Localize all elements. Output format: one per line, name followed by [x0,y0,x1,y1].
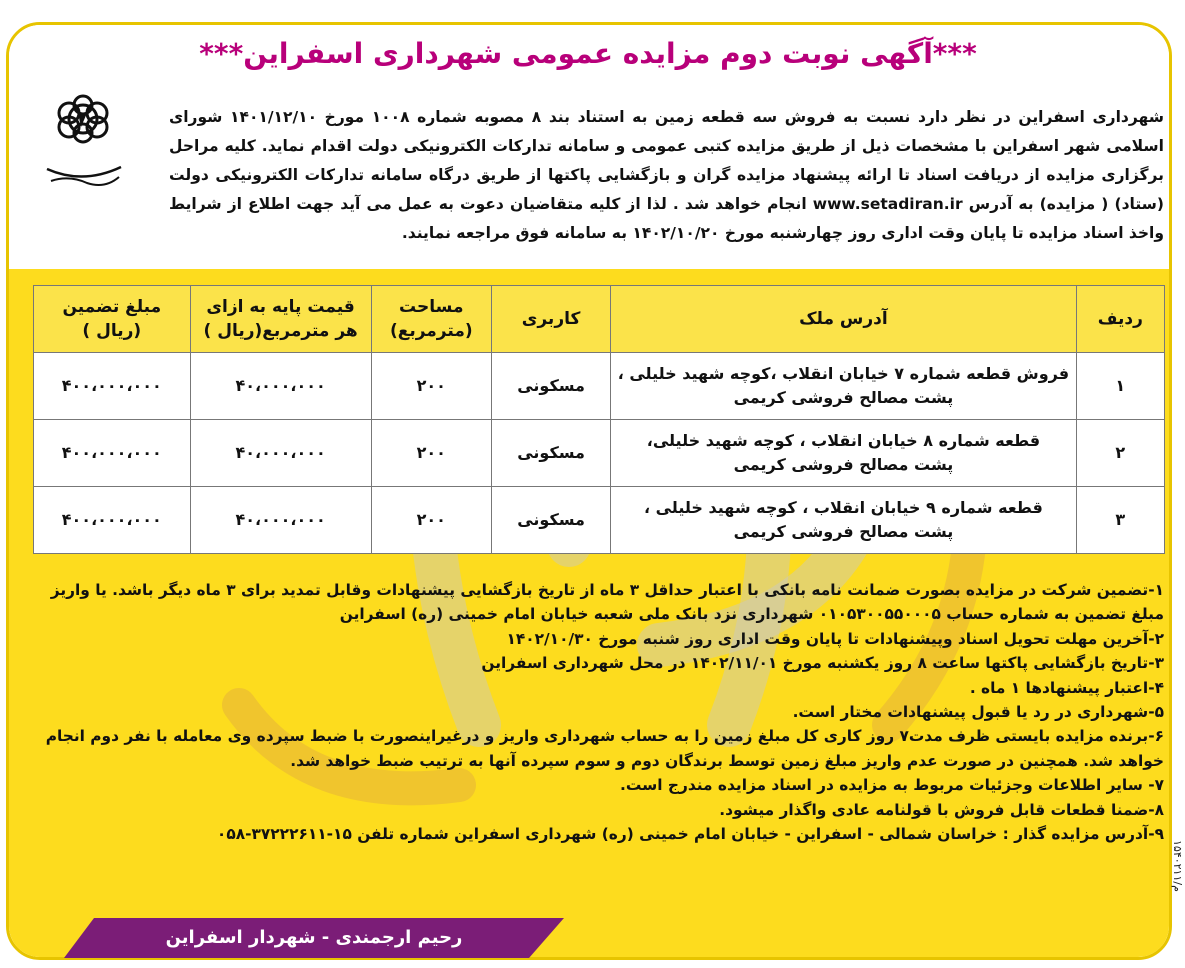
cell-address [611,420,1076,487]
term-item: ۷- سایر اطلاعات وجزئیات مربوط به مزایده در اسناد مزایده مندرج است. [620,776,1164,795]
term-item: ۱-تضمین شرکت در مزایده بصورت ضمانت نامه بانکی با اعتبار حداقل ۳ ماه از تاریخ بازگشایی پیشنهادات وقابل تمدید برای ۳ ماه دیگر باشد. یا واریز مبلغ تضمین به شماره حساب ۰۱۰۵۳۰۰۵۵۰۰۰۵ شهرداری نزد بانک ملی شعبه خیابان امام خمینی (ره) اسفراین [50,581,1164,624]
municipality-logo-icon [29,89,137,201]
cell-address-line1: قطعه شماره ۸ خیابان انقلاب ، کوچه شهید خلیلی، [646,431,1041,450]
cell-area: ۲۰۰ [371,353,491,420]
side-code: م/۱۵۴۰۲۱۱ [1171,840,1184,892]
term-item: ۵-شهرداری در رد یا قبول پیشنهادات مختار است. [792,703,1164,722]
term-item: ۲-آخرین مهلت تحویل اسناد وپیشنهادات تا پایان وقت اداری روز شنبه مورخ ۱۴۰۲/۱۰/۳۰ [506,629,1164,648]
cell-address [611,353,1076,420]
cell-address-line2: پشت مصالح فروشی کریمی [733,455,954,474]
table-row [34,353,1165,420]
header-deposit-line1: مبلغ تضمین [62,297,162,317]
intro-text: شهرداری اسفراین در نظر دارد نسبت به فروش سه قطعه زمین به استناد بند ۸ مصوبه شماره ۱۰۰۸ مورخ ۱۴۰۱/۱۲/۱۰ شورای اسلامی شهر اسفراین با مشخصات ذیل از طریق مزایده کتبی عمومی و سامانه تدارکات الکترونیکی دولت اقدام نماید. کلیه مراحل برگزاری مزایده از دریافت اسناد تا ارائه پیشنهاد مزایده گران و بازگشایی پاکتها از طریق درگاه سامانه تدارکات الکترونیکی دولت (ستاد) ( مزایده) به آدرس www.setadiran.ir انجام خواهد شد . لذا از کلیه متقاضیان دعوت به عمل می آید جهت اطلاع از شرایط واخذ اسناد مزایده تا پایان وقت اداری روز چهارشنبه مورخ ۱۴۰۲/۱۰/۲۰ به سامانه فوق مراجعه نمایند. [169,108,1164,242]
cell-address-line2: پشت مصالح فروشی کریمی [733,522,954,541]
cell-row-number: ۱ [1076,353,1164,420]
table-row [34,487,1165,554]
cell-usage: مسکونی [491,420,610,487]
notice-frame [6,22,1172,960]
term-item: ۶-برنده مزایده بایستی ظرف مدت۷ روز کاری کل مبلغ زمین را به حساب شهرداری واریز و درغیراینصورت با ضبط سپرده وی معامله با نفر دوم انجام خواهد شد. همچنین در صورت عدم واریز مبلغ زمین توسط برندگان دوم و سوم سپرده آنها به ترتیب ضبط خواهد شد. [45,727,1164,770]
cell-address [611,487,1076,554]
header-area-line2: (مترمربع) [389,321,473,341]
cell-area: ۲۰۰ [371,420,491,487]
cell-row-number: ۳ [1076,487,1164,554]
header-area-line1: مساحت [399,297,464,317]
term-item: ۹-آدرس مزایده گذار : خراسان شمالی - اسفراین - خیابان امام خمینی (ره) شهرداری اسفراین شماره تلفن ۱۵-۳۷۲۲۲۶۱۱-۰۵۸ [216,825,1164,844]
header-usage: کاربری [491,286,610,353]
table-row [34,420,1165,487]
lots-table [33,285,1165,554]
header-deposit [34,286,191,353]
terms-list [29,578,1164,846]
header-row-number: ردیف [1076,286,1164,353]
municipality-logo [29,89,137,201]
cell-deposit: ۴۰۰،۰۰۰،۰۰۰ [34,353,191,420]
term-item: ۸-ضمنا قطعات قابل فروش با قولنامه عادی واگذار میشود. [719,800,1164,819]
header-area [371,286,491,353]
cell-usage: مسکونی [491,487,610,554]
header-base-line2: هر مترمربع(ریال ) [203,321,358,341]
cell-base-price: ۴۰،۰۰۰،۰۰۰ [190,487,371,554]
table-header-row [34,286,1165,353]
term-item: ۳-تاریخ بازگشایی پاکتها ساعت ۸ روز یکشنبه مورخ ۱۴۰۲/۱۱/۰۱ در محل شهرداری اسفراین [481,654,1164,673]
header-deposit-line2: (ریال ) [82,321,142,341]
header-base-price [190,286,371,353]
cell-base-price: ۴۰،۰۰۰،۰۰۰ [190,420,371,487]
header-address: آدرس ملک [611,286,1076,353]
cell-usage: مسکونی [491,353,610,420]
cell-row-number: ۲ [1076,420,1164,487]
cell-address-line1: قطعه شماره ۹ خیابان انقلاب ، کوچه شهید خلیلی ، [643,498,1043,517]
signature-text: رحیم ارجمندی - شهردار اسفراین [165,927,463,948]
title-box [187,27,989,83]
cell-area: ۲۰۰ [371,487,491,554]
term-item: ۴-اعتبار پیشنهادها ۱ ماه . [969,678,1164,697]
cell-address-line1: فروش قطعه شماره ۷ خیابان انقلاب ،کوچه شهید خلیلی ، [617,364,1070,383]
cell-address-line2: پشت مصالح فروشی کریمی [733,388,954,407]
cell-deposit: ۴۰۰،۰۰۰،۰۰۰ [34,487,191,554]
header-base-line1: قیمت پایه به ازای [206,297,355,317]
page-title: ***آگهی نوبت دوم مزایده عمومی شهرداری اسفراین*** [199,37,977,70]
intro-paragraph [169,103,1164,248]
cell-deposit: ۴۰۰،۰۰۰،۰۰۰ [34,420,191,487]
cell-base-price: ۴۰،۰۰۰،۰۰۰ [190,353,371,420]
